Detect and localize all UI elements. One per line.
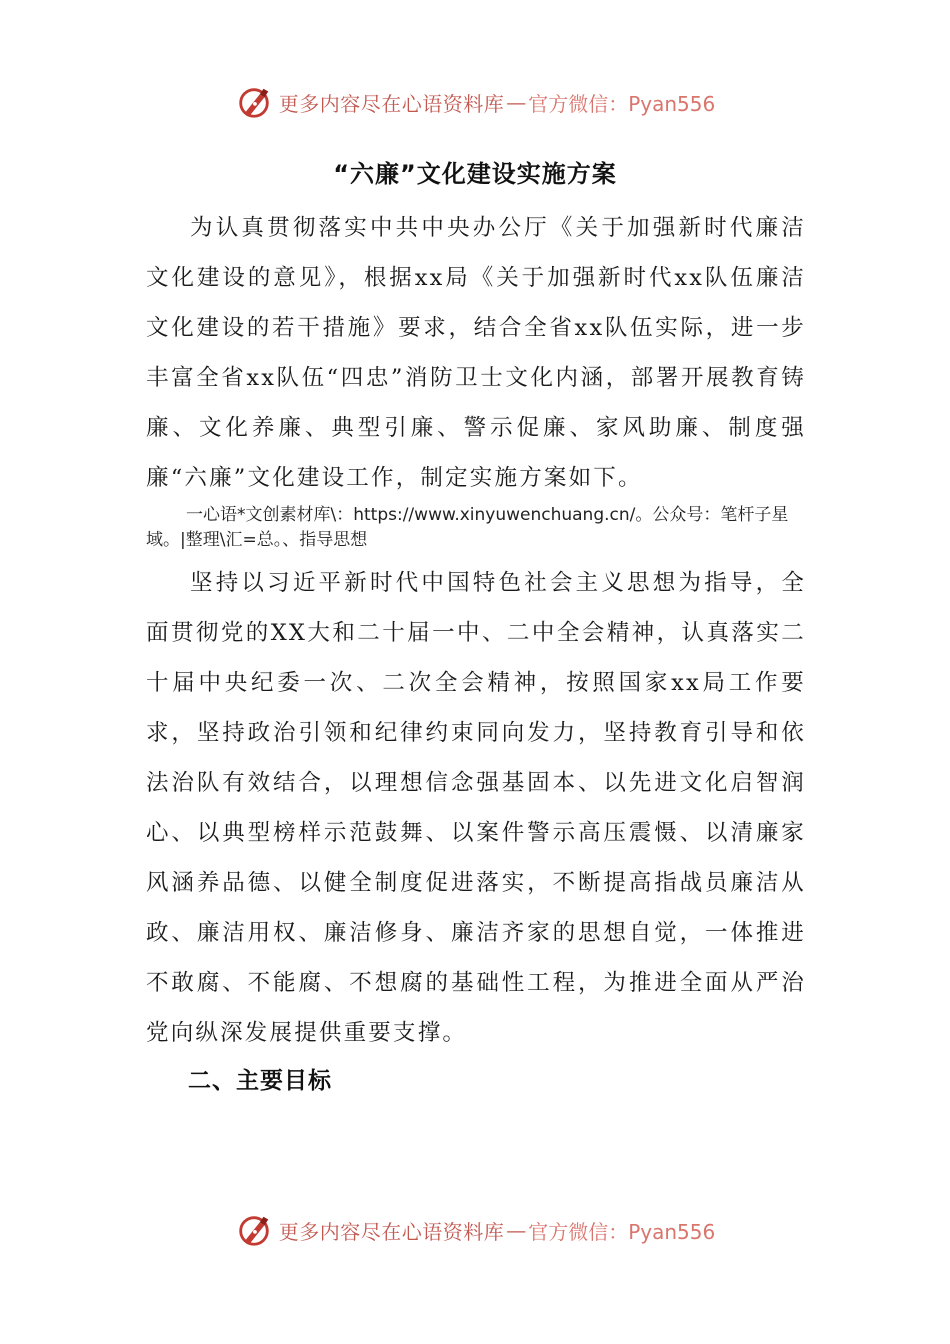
footer-banner (0, 1208, 950, 1252)
banner-text: 更多内容尽在心语资料库 (278, 1219, 505, 1244)
intro-paragraph: 为认真贯彻落实中共中央办公厅《关于加强新时代廉洁文化建设的意见》，根据xx局《关于加强新时代xx队伍廉洁文化建设的若干措施》要求，结合全省xx队伍实际，进一步丰富全省xx队伍“四忠”消防卫士文化内涵，部署开展教育铸廉、文化养廉、典型引廉、警示促廉、家风助廉、制度强廉“六廉”文化建设工作，制定实施方案如下。 (146, 215, 806, 491)
pen-logo-icon (235, 1211, 273, 1249)
guiding-thought-paragraph: 坚持以习近平新时代中国特色社会主义思想为指导，全面贯彻党的XX大和二十届一中、二中全会精神，认真落实二十届中央纪委一次、二次全会精神，按照国家xx局工作要求，坚持政治引领和纪律约束同向发力，坚持教育引导和依法治队有效结合，以理想信念强基固本、以先进文化启智润心、以典型榜样示范鼓舞、以案件警示高压震慑、以清廉家风涵养品德、以健全制度促进落实，不断提高指战员廉洁从政、廉洁用权、廉洁修身、廉洁齐家的思想自觉，一体推进不敢腐、不能腐、不想腐的基础性工程，为推进全面从严治党向纵深发展提供重要支撑。 (146, 570, 806, 1046)
source-note: 一心语*文创素材库\：https://www.xinyuwenchuang.cn/。公众号：笔杆子星域。|整理\汇=总。、指导思想 (146, 505, 789, 550)
banner-separator: — (506, 1218, 527, 1242)
banner-contact: 官方微信：Pyan556 (528, 1219, 716, 1244)
header-banner (0, 80, 950, 124)
banner-text: 更多内容尽在心语资料库 (278, 91, 505, 116)
pen-logo-icon (235, 83, 273, 121)
section-heading: 二、主要目标 (188, 1068, 332, 1094)
banner-separator: — (506, 90, 527, 114)
banner-contact: 官方微信：Pyan556 (528, 91, 716, 116)
document-title: “六廉”文化建设实施方案 (333, 160, 617, 188)
